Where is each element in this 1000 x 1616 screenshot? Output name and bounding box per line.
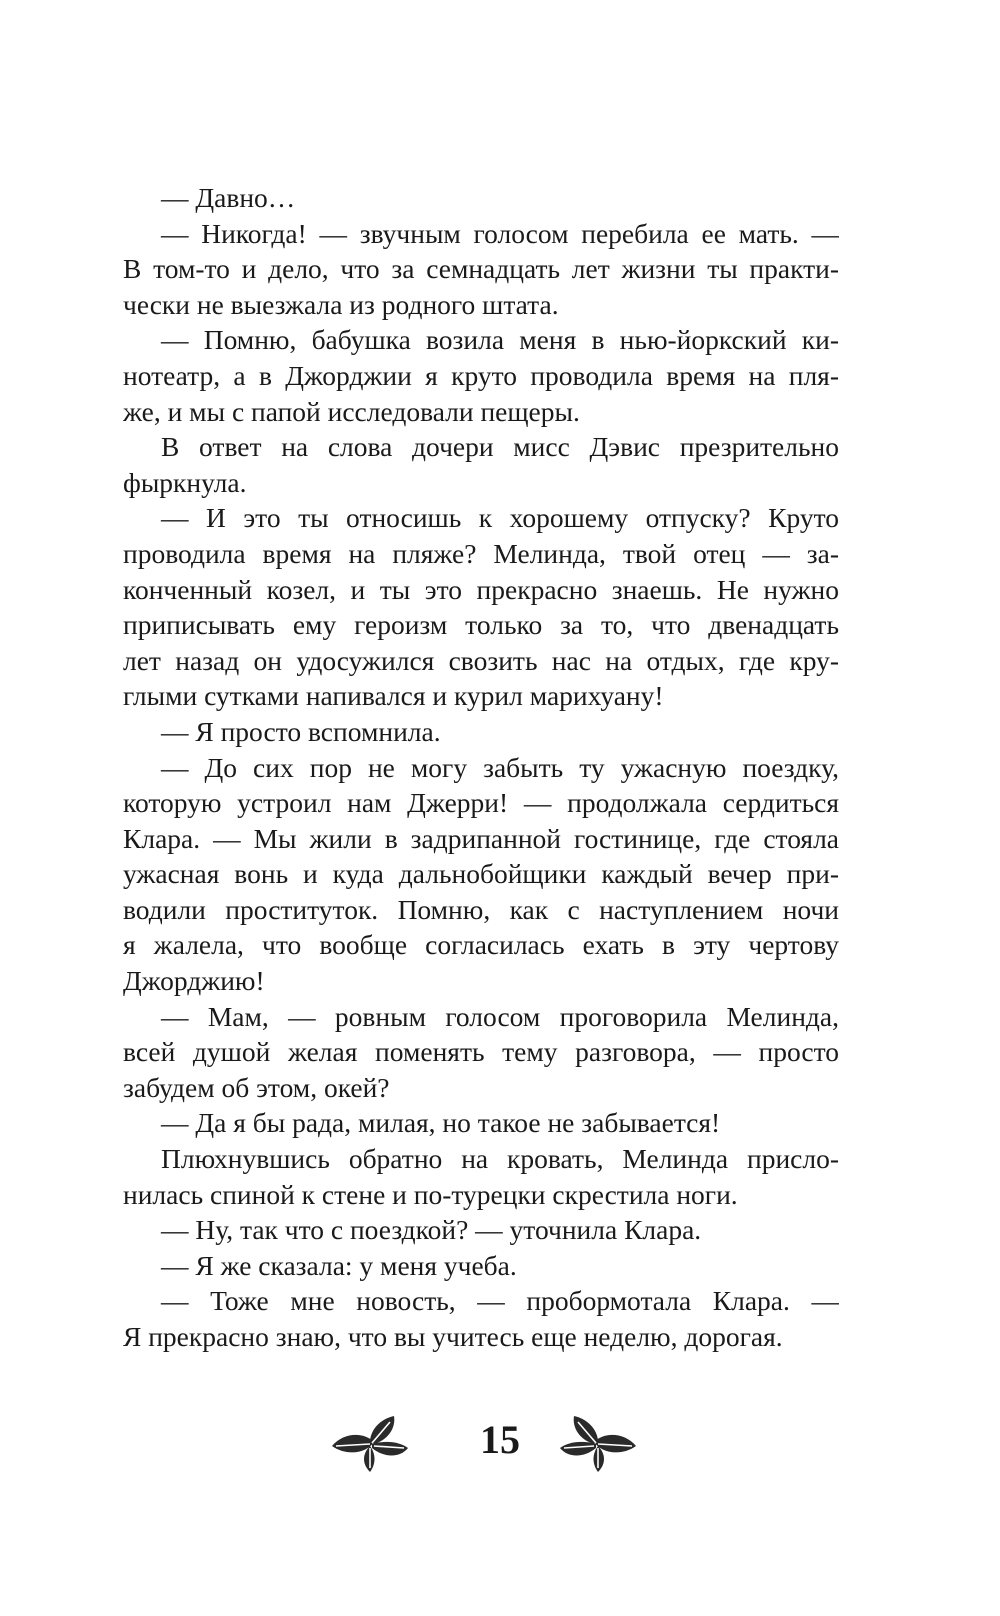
text-line: Я прекрасно знаю, что вы учитесь еще неделю, дорогая. (123, 1321, 783, 1352)
text-line: В ответ на слова дочери мисс Дэвис презрительно (161, 431, 839, 463)
text-line: чески не выезжала из родного штата. (123, 288, 559, 320)
text-line: — Я просто вспомнила. (161, 715, 441, 747)
text-line: — Мам, — ровным голосом проговорила Мелинда, (161, 1000, 839, 1032)
page-text (123, 180, 839, 1355)
text-line: забудем об этом, окей? (123, 1071, 390, 1103)
text-line: всей душой желая поменять тему разговора, — просто (123, 1036, 839, 1068)
text-line: — Я же сказала: у меня учеба. (161, 1249, 517, 1281)
leaf-ornament-icon (558, 1410, 638, 1474)
text-line: водили проституток. Помню, как с наступлением ночи (123, 893, 839, 925)
text-line: лет назад он удосужился свозить нас на отдых, где кру- (123, 644, 839, 676)
text-line: я жалела, что вообще согласилась ехать в эту чертову (123, 929, 839, 961)
text-line: — Ну, так что с поездкой? — уточнила Клара. (161, 1214, 702, 1246)
text-line: же, и мы с папой исследовали пещеры. (123, 395, 580, 427)
text-line: нилась спиной к стене и по-турецки скрестила ноги. (123, 1178, 738, 1210)
text-line: — Тоже мне новость, — пробормотала Клара. — (161, 1285, 839, 1317)
text-line: проводила время на пляже? Мелинда, твой отец — за- (123, 537, 839, 569)
text-line: — Да я бы рада, милая, но такое не забывается! (161, 1107, 721, 1139)
text-line: конченный козел, и ты это прекрасно знаешь. Не нужно (123, 573, 839, 605)
text-line: нотеатр, а в Джорджии я круто проводила время на пля- (123, 359, 839, 391)
text-line: — И это ты относишь к хорошему отпуску? Круто (161, 502, 839, 534)
text-line: ужасная вонь и куда дальнобойщики каждый вечер при- (123, 858, 839, 890)
leaf-ornament-icon (330, 1410, 410, 1474)
text-line: фыркнула. (123, 466, 247, 498)
text-line: — Никогда! — звучным голосом перебила ее мать. — (161, 217, 839, 249)
text-line: — Помню, бабушка возила меня в нью-йоркский ки- (161, 324, 839, 356)
page-number: 15 (480, 1417, 520, 1462)
text-line: — До сих пор не могу забыть ту ужасную поездку, (161, 751, 839, 783)
text-line: приписывать ему героизм только за то, что двенадцать (123, 609, 839, 641)
text-line: Джорджию! (123, 965, 265, 997)
text-line: глыми сутками напивался и курил марихуану! (123, 680, 664, 712)
text-line: В том-то и дело, что за семнадцать лет жизни ты практи- (123, 253, 839, 285)
text-line: Плюхнувшись обратно на кровать, Мелинда присло- (161, 1143, 839, 1175)
page-footer (0, 1402, 1000, 1482)
text-line: которую устроил нам Джерри! — продолжала сердиться (123, 787, 839, 819)
text-line: — Давно… (161, 182, 296, 213)
text-line: Клара. — Мы жили в задрипанной гостинице, где стояла (123, 822, 839, 854)
